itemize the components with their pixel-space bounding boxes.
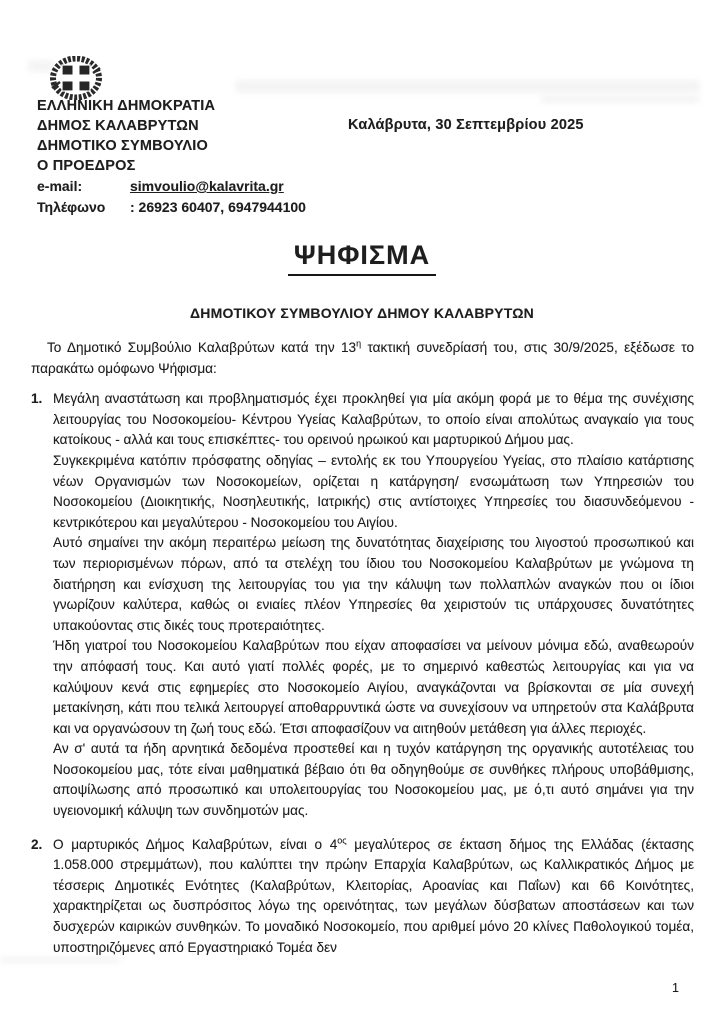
document-date: Καλάβρυτα, 30 Σεπτεμβρίου 2025 xyxy=(348,117,584,133)
document-body xyxy=(31,338,694,958)
email-link[interactable]: simvoulio@kalavrita.gr xyxy=(130,178,284,194)
item-1-paragraph-5: Αν σ' αυτά τα ήδη αρνητικά δεδομένα προστεθεί και η τυχόν κατάργηση της οργανικής αυτοτέλειας του Νοσοκομείου μας, τότε είναι μαθηματικά βέβαιο ότι θα οδηγηθούμε σε συνθήκες πλήρους υποβάθμισης, αποψίλωσης από προσωπικό και υπολειτουργίας του Νοσοκομείου μας, με ό,τι αυτό σημάνει για την υγειονομική κάλυψη των συνδημοτών μας. xyxy=(53,741,694,819)
scan-artifact xyxy=(235,80,700,93)
org-line-republic: ΕΛΛΗΝΙΚΗ ΔΗΜΟΚΡΑΤΙΑ xyxy=(37,98,216,114)
intro-paragraph xyxy=(31,338,694,379)
letterhead-org-block xyxy=(37,96,215,176)
document-subtitle: ΔΗΜΟΤΙΚΟΥ ΣΥΜΒΟΥΛΙΟΥ ΔΗΜΟΥ ΚΑΛΑΒΡΥΤΩΝ xyxy=(190,305,534,321)
greek-national-emblem-icon xyxy=(50,56,102,100)
item-2-body xyxy=(53,835,694,959)
email-row xyxy=(37,176,306,197)
org-line-president: Ο ΠΡΟΕΔΡΟΣ xyxy=(37,158,136,174)
document-title: ΨΗΦΙΣΜΑ xyxy=(288,240,436,276)
intro-text: Το Δημοτικό Συμβούλιο Καλαβρύτων κατά την 13 xyxy=(47,340,357,355)
item-2-ordinal-sup: ος xyxy=(337,835,347,846)
item-1-paragraph-4: Ήδη γιατροί του Νοσοκομείου Καλαβρύτων που είχαν αποφασίσει να μείνουν μόνιμα εδώ, αναθεωρούν την απόφασή τους. Και αυτό γιατί πολλές φορές, με το σημερινό καθεστώς λειτουργίας και για να καλύψουν κενά στις εφημερίες στο Νοσοκομείο Αιγίου, αναγκάζονται να βρίσκονται σε μία συνεχή μετακίνηση, κάτι που τελικά λειτουργεί αποθαρρυντικά ώστε να συνεχίσουν να υπηρετούν στα Καλάβρυτα και να οργανώσουν τη ζωή τους εδώ. Έτσι αποφασίζουν να αιτηθούν μετάθεση για άλλες περιοχές. xyxy=(53,638,694,736)
item-2-text-cont: μεγαλύτερος σε έκταση δήμος της Ελλάδας (έκτασης 1.058.000 στρεμμάτων), που καλύπτει την πρώην Επαρχία Καλαβρύτων, ως Καλλικρατικός Δήμος με τέσσερις Δημοτικές Ενότητες (Καλαβρύτων, Κλειτορίας, Αροανίας και Παΐων) και 66 Κοινότητες, χαρακτηρίζεται ως δυσπρόσιτος λόγω της ορεινότητας, των μεγάλων δύσβατων αποστάσεων και των δυσχερών καιρικών συνθηκών. Το μοναδικό Νοσοκομείο, που αριθμεί μόνο 20 κλίνες Παθολογικού τομέα, υποστηριζόμενες από Εργαστηριακό Τομέα δεν xyxy=(53,836,694,955)
document-title-wrap xyxy=(0,240,724,276)
phone-value: : 26923 60407, 6947944100 xyxy=(130,199,306,215)
item-1-body xyxy=(53,389,694,821)
contact-block xyxy=(37,176,306,218)
item-1-number: 1. xyxy=(31,391,43,407)
item-1-paragraph-1: Μεγάλη αναστάτωση και προβληματισμός έχει προκληθεί για μία ακόμη φορά με το θέμα της συνέχισης λειτουργίας του Νοσοκομείου- Κέντρου Υγείας Καλαβρύτων, το οποίο είναι απολύτως αναγκαίο για τους κατοίκους - αλλά και τους επισκέπτες- του ορεινού ηρωικού και μαρτυρικού Δήμου μας. xyxy=(53,391,694,448)
org-line-municipality: ΔΗΜΟΣ ΚΑΛΑΒΡΥΤΩΝ xyxy=(37,118,199,134)
item-2-paragraph-1 xyxy=(53,835,694,959)
scan-artifact xyxy=(540,96,700,103)
resolution-item-1 xyxy=(31,389,694,821)
phone-row xyxy=(37,197,306,218)
page-number: 1 xyxy=(672,981,679,995)
email-label: e-mail: xyxy=(37,178,83,194)
intro-ordinal-sup: η xyxy=(356,338,362,349)
item-2-number: 2. xyxy=(31,836,43,852)
resolution-item-2 xyxy=(31,835,694,959)
phone-label: Τηλέφωνο xyxy=(37,199,106,215)
org-line-council: ΔΗΜΟΤΙΚΟ ΣΥΜΒΟΥΛΙΟ xyxy=(37,138,208,154)
intro-text-cont: τακτική συνεδρίασή του, στις 30/9/2025, εξέδωσε το παρακάτω ομόφωνο Ψήφισμα: xyxy=(31,340,695,376)
item-2-text: Ο μαρτυρικός Δήμος Καλαβρύτων, είναι ο 4 xyxy=(53,836,338,852)
item-1-paragraph-3: Αυτό σημαίνει την ακόμη περαιτέρω μείωση της δυνατότητας διαχείρισης του λιγοστού προσωπικού και των περιορισμένων πόρων, από τα στελέχη του ίδιου του Νοσοκομείου Καλαβρύτων με γνώμονα τη διατήρηση και ενίσχυση της λειτουργίας του για την κάλυψη των πολλαπλών αναγκών που οι ίδιοι γνωρίζουν καλύτερα, καθώς οι ενιαίες πλέον Υπηρεσίες θα χειριστούν τις υπάρχουσες δυνατότητες υπακούοντας στις δικές τους προτεραιότητες. xyxy=(53,535,694,633)
item-1-paragraph-2: Συγκεκριμένα κατόπιν πρόσφατης οδηγίας – εντολής εκ του Υπουργείου Υγείας, στο πλαίσιο κατάρτισης νέων Οργανισμών των Νοσοκομείων, ορίζεται η κατάργηση/ ενσωμάτωση των Υπηρεσιών του Νοσοκομείου (Διοικητικής, Νοσηλευτικής, Ιατρικής) στις αντίστοιχες Υπηρεσίες του διασυνδεόμενου - κεντρικότερου και μεγαλύτερου - Νοσοκομείου του Αιγίου. xyxy=(53,452,694,530)
